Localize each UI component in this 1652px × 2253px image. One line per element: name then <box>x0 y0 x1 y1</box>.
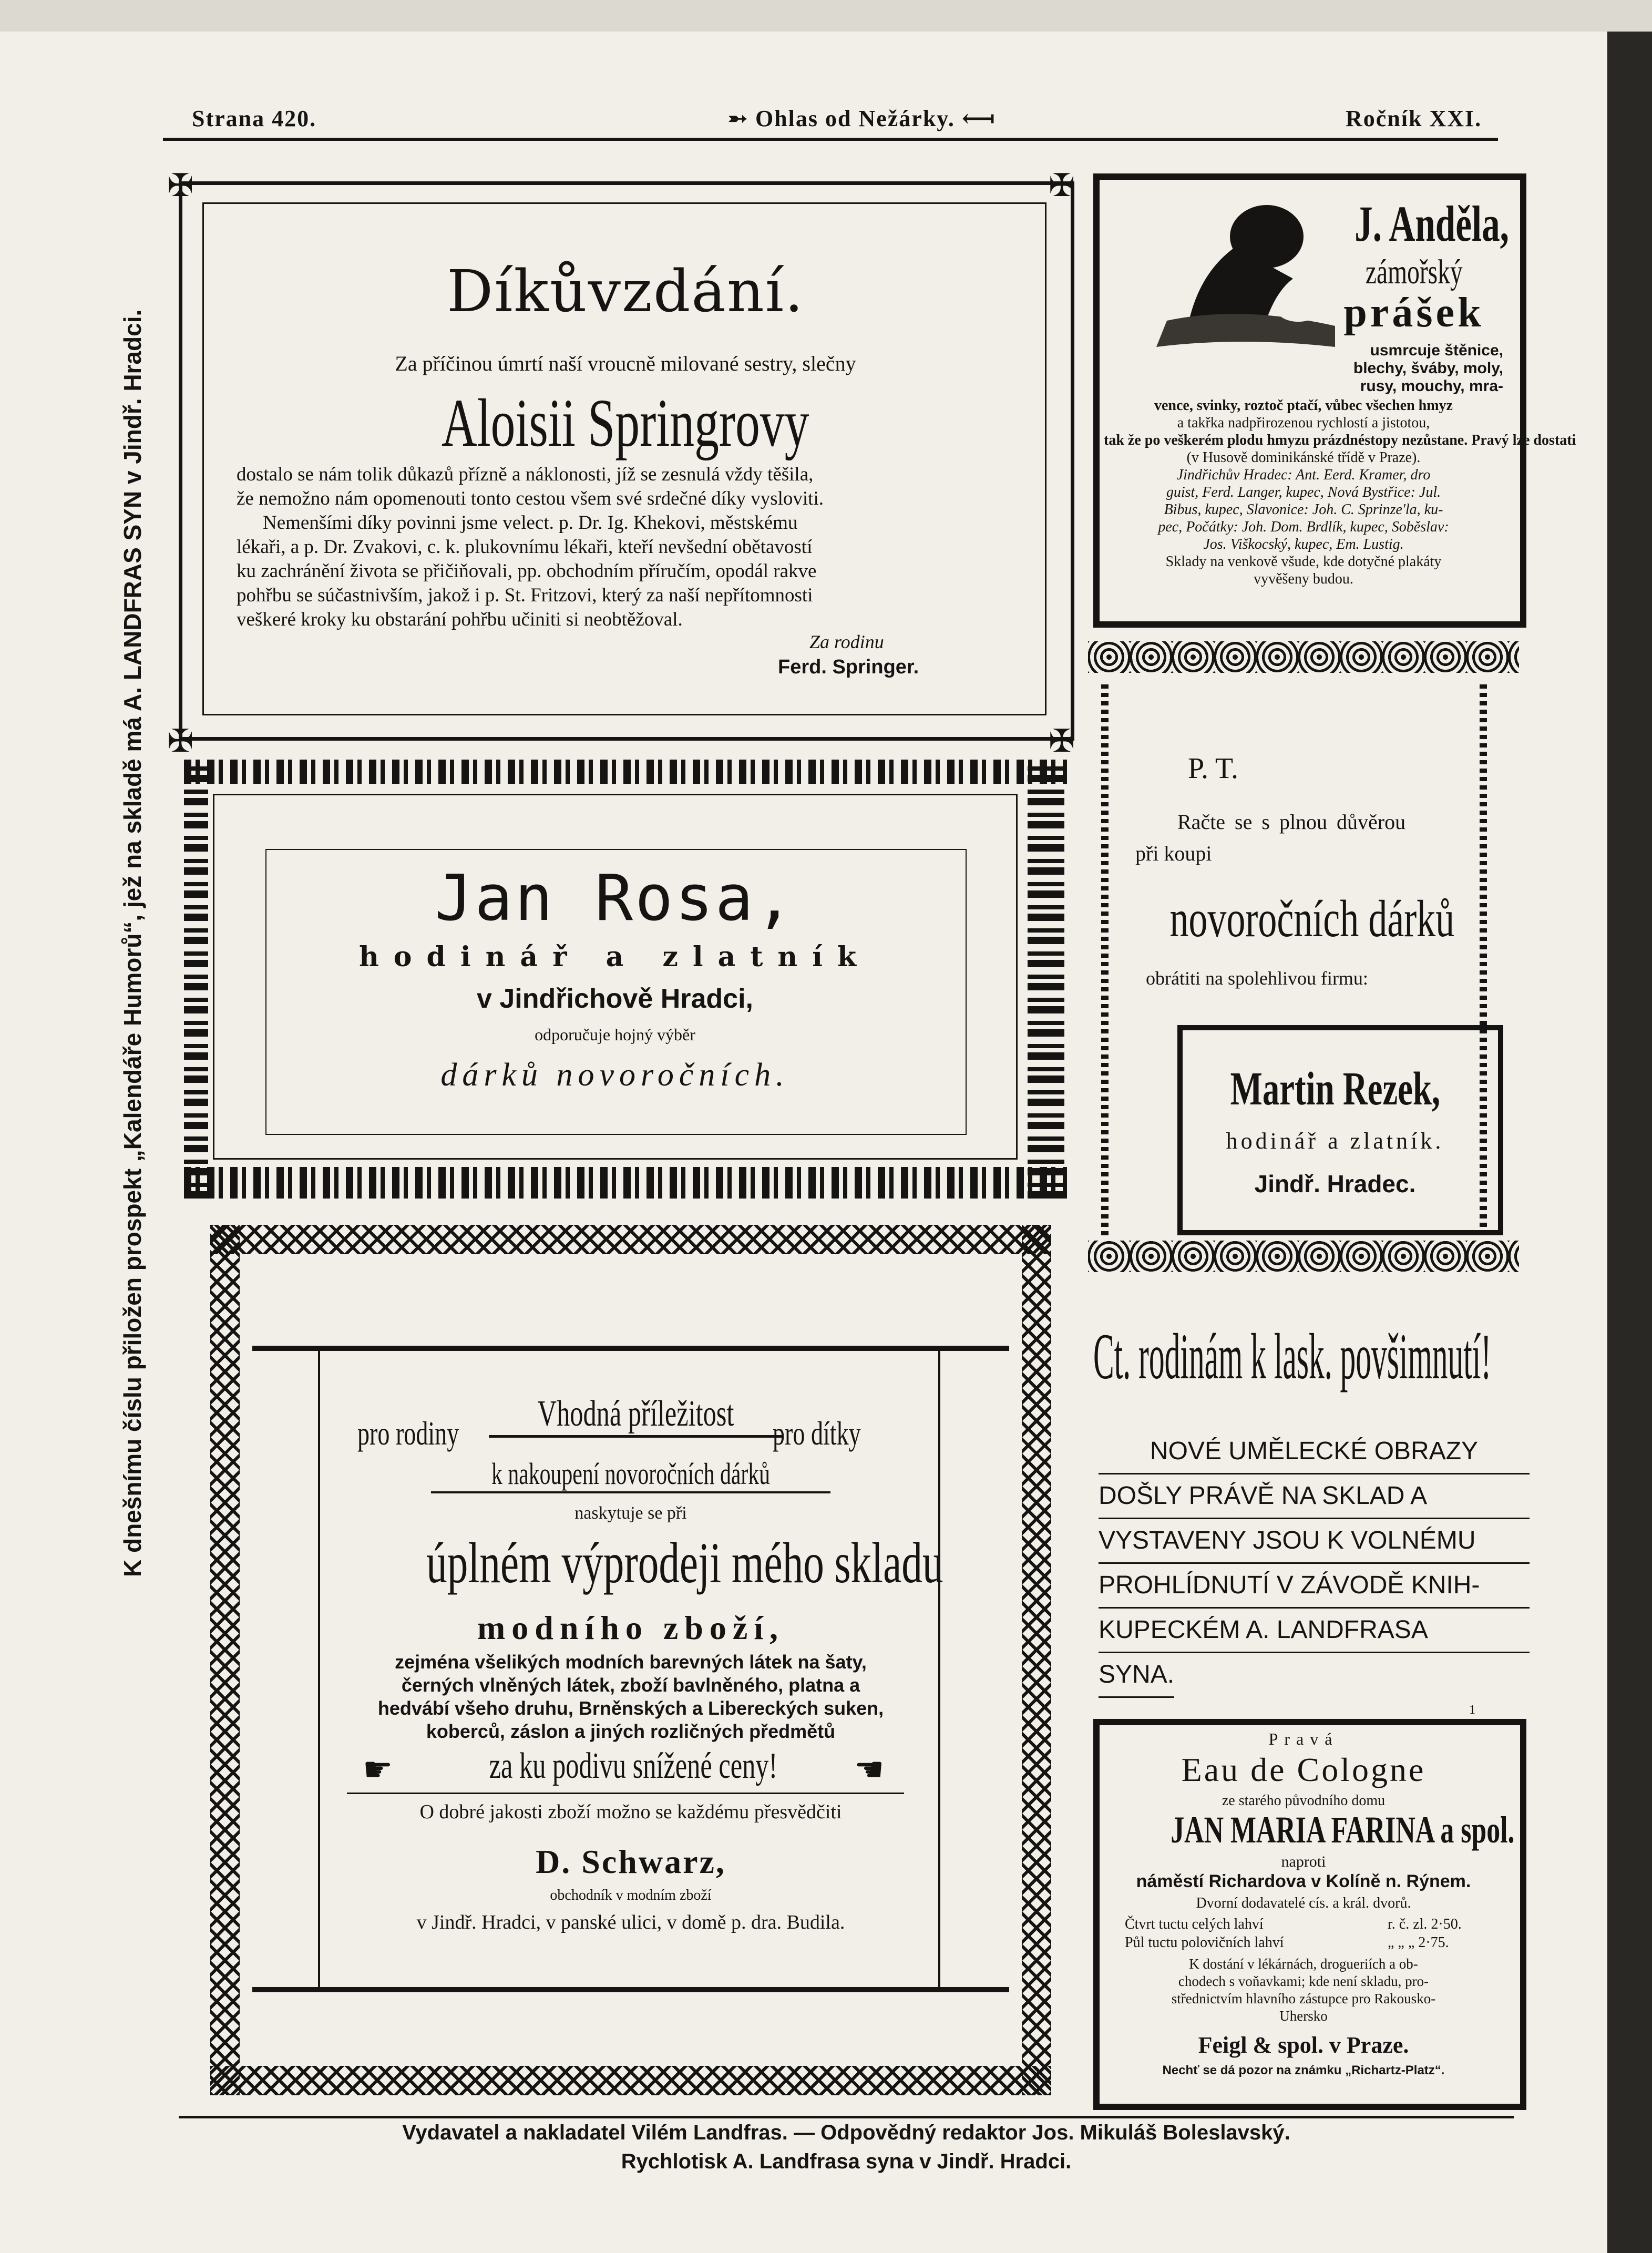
schwarz-prices: za ku podivu snížené ceny! <box>489 1746 778 1786</box>
andela-sub2: prášek <box>1343 290 1484 336</box>
cologne-title: Eau de Cologne <box>1181 1751 1426 1788</box>
schwarz-rod-left <box>318 1351 320 1987</box>
cologne-avail-line: Uhersko <box>1279 2008 1328 2024</box>
thanks-line: pohřbu se súčastnivším, jakož i p. St. Fritzovi, který za naší nepřítomnosti <box>237 585 813 606</box>
footer-printer: Rychlotisk A. Landfrasa syna v Jindř. Hradci. <box>621 2150 1072 2173</box>
andela-line: Bibus, kupec, Slavonice: Joh. C. Sprinze'la, ku- <box>1164 501 1443 518</box>
thanks-title: Díkůvzdání. <box>447 258 804 325</box>
schwarz-border-bottom <box>210 2066 1051 2095</box>
andela-sub1: zámořský <box>1365 253 1463 291</box>
cologne-num: 1 <box>1469 1703 1475 1717</box>
rezek-gifts: novoročních dárků <box>1169 889 1455 948</box>
andela-side-line: rusy, mouchy, mra- <box>1360 377 1503 395</box>
cologne-prava: Pravá <box>1268 1729 1339 1748</box>
schwarz-headline: Vhodná příležitost <box>489 1393 783 1438</box>
thanks-line: Nemenšími díky povinni jsme velect. p. Dr. Ig. Khekovi, městskému <box>263 512 798 534</box>
header-rule <box>163 138 1498 141</box>
pointing-hand-icon: ☛ <box>854 1751 885 1788</box>
rezek-border-bottom <box>1088 1241 1519 1272</box>
corner-ornament-icon: ✠ <box>1049 168 1075 203</box>
footer-rule <box>179 2116 1514 2118</box>
rezek-l2: při koupi <box>1135 842 1212 865</box>
rosa-border-left <box>184 760 208 1199</box>
landfras-line: VYSTAVENY JSOU K VOLNÉMU <box>1099 1519 1530 1564</box>
andela-line: vence, svinky, roztoč ptačí, vůbec všechen hmyz <box>1154 397 1453 414</box>
schwarz-offers: naskytuje se při <box>574 1503 687 1523</box>
rosa-place: v Jindřichově Hradci, <box>477 984 753 1014</box>
landfras-body <box>1099 1430 1530 1698</box>
corner-ornament-icon: ✠ <box>167 168 194 203</box>
cologne-square: náměstí Richardova v Kolíně n. Rýnem. <box>1136 1871 1471 1891</box>
scan-edge <box>1607 0 1652 2253</box>
schwarz-list <box>326 1651 936 1743</box>
thanks-line: že nemožno nám opomenouti tonto cestou všem své srdečné díky vysloviti. <box>237 488 824 509</box>
schwarz-line: hedvábí všeho druhu, Brněnských a Libereckých suken, <box>377 1697 884 1719</box>
rezek-border-left <box>1101 683 1109 1235</box>
cologne-from: ze starého původního domu <box>1222 1793 1386 1809</box>
rosa-offer: odporučuje hojný výběr <box>535 1025 695 1044</box>
corner-ornament-icon: ✠ <box>1049 724 1075 759</box>
landfras-line: NOVÉ UMĚLECKÉ OBRAZY <box>1099 1430 1530 1474</box>
rezek-pt: P. T. <box>1188 752 1238 785</box>
volume-number: Ročník XXI. <box>1346 106 1482 131</box>
andela-line: Sklady na venkově všude, kde dotyčné plakáty <box>1165 554 1442 570</box>
andela-line: Jos. Viškocský, kupec, Em. Lustig. <box>1203 536 1404 552</box>
rezek-place: Jindř. Hradec. <box>1254 1170 1416 1197</box>
schwarz-border-top <box>210 1225 1051 1254</box>
cologne-price2-label: Půl tuctu polovičních lahví <box>1125 1934 1284 1951</box>
schwarz-rod-top <box>252 1346 1009 1351</box>
rezek-trade: hodinář a zlatník. <box>1226 1128 1444 1154</box>
cologne-price1: r. č. zl. 2·50. <box>1388 1916 1462 1932</box>
schwarz-quality: O dobré jakosti zboží možno se každému přesvědčiti <box>419 1801 842 1823</box>
landfras-line: PROHLÍDNUTÍ V ZÁVODĚ KNIH- <box>1099 1564 1530 1609</box>
cologne-supplier: Dvorní dodavatelé cís. a král. dvorů. <box>1196 1895 1411 1911</box>
schwarz-rod-bottom <box>252 1987 1009 1992</box>
andela-line: tak že po veškerém plodu hmyzu prázdnéstopy nezůstane. Pravý lze dostati <box>1104 432 1576 448</box>
schwarz-line: koberců, záslon a jiných rozličných předmětů <box>426 1721 836 1742</box>
rezek-name: Martin Rezek, <box>1230 1063 1440 1115</box>
corner-ornament-icon: ✠ <box>167 724 194 759</box>
andela-line: a takřka nadpřirozenou rychlostí a jistotou, <box>1177 415 1430 431</box>
thanks-body <box>237 463 1020 632</box>
andela-line: (v Husově dominikánské třídě v Praze). <box>1186 449 1421 466</box>
page-number: Strana 420. <box>192 106 317 131</box>
cologne-price1-label: Čtvrt tuctu celých lahví <box>1125 1916 1264 1932</box>
andela-side-line: usmrcuje štěnice, <box>1370 342 1503 359</box>
thanks-line: lékaři, a p. Dr. Zvakovi, c. k. plukovnímu lékaři, kteří nevšední obětavostí <box>237 536 813 558</box>
schwarz-rule <box>347 1793 904 1794</box>
pointing-hand-icon: ☛ <box>363 1751 393 1788</box>
thanks-signature: Ferd. Springer. <box>778 656 919 678</box>
thanks-name: Aloisii Springrovy <box>442 385 809 461</box>
cologne-agent: Feigl & spol. v Praze. <box>1198 2032 1409 2058</box>
schwarz-line: černých vlněných látek, zboží bavlněného, platna a <box>401 1674 860 1696</box>
cologne-avail-line: chodech s voňavkami; kde není skladu, pro- <box>1178 1973 1429 1989</box>
side-note: K dnešnímu číslu přiložen prospekt „Kalendáře Humorů“, jež na skladě má A. LANDFRAS SYN v Jindř. Hradci. <box>119 309 146 1577</box>
andela-name: J. Anděla, <box>1355 196 1509 252</box>
footer-publisher: Vydavatel a nakladatel Vilém Landfras. — Odpovědný redaktor Jos. Mikuláš Boleslavský. <box>402 2121 1290 2144</box>
cologne-naproti: naproti <box>1281 1853 1326 1870</box>
landfras-line: DOŠLY PRÁVĚ NA SKLAD A <box>1099 1474 1530 1519</box>
rosa-trade: hodinář a zlatník <box>359 941 871 973</box>
schwarz-line: zejména všelikých modních barevných látek na šaty, <box>395 1651 867 1673</box>
rosa-name: Jan Rosa, <box>434 862 796 935</box>
schwarz-border-left <box>210 1225 240 2095</box>
landfras-headline: Ct. rodinám k lask. povšimnutí! <box>1093 1320 1492 1392</box>
andela-side-line: blechy, šváby, moly, <box>1353 360 1503 377</box>
schwarz-goods: modního zboží, <box>477 1609 785 1646</box>
schwarz-left: pro rodiny <box>357 1415 459 1452</box>
cologne-maker: JAN MARIA FARINA a spol. <box>1171 1809 1515 1851</box>
andela-line: pec, Počátky: Joh. Dom. Brdlík, kupec, Soběslav: <box>1158 519 1449 535</box>
thanks-intro: Za příčinou úmrtí naší vroucně milované sestry, slečny <box>395 352 856 375</box>
schwarz-address: v Jindř. Hradci, v panské ulici, v domě p. dra. Budila. <box>416 1911 845 1933</box>
newspaper-title: ➵ Ohlas od Nežárky. ⟻ <box>728 106 996 131</box>
rezek-l3: obrátiti na spolehlivou firmu: <box>1146 968 1368 989</box>
andela-illustration <box>1135 189 1346 368</box>
schwarz-rod-right <box>938 1351 940 1987</box>
schwarz-sub: k nakoupení novoročních dárků <box>431 1456 830 1493</box>
cologne-price2: „ „ „ 2·75. <box>1388 1934 1449 1951</box>
title-right-arrow-icon: ⟻ <box>955 106 996 131</box>
rezek-border-top <box>1088 641 1519 673</box>
andela-line: Jindřichův Hradec: Ant. Eerd. Kramer, dro <box>1176 467 1431 483</box>
cologne-avail <box>1104 1955 1503 2025</box>
andela-line: vyvěšeny budou. <box>1254 571 1353 587</box>
landfras-line: SYNA. <box>1099 1653 1174 1698</box>
schwarz-border-right <box>1022 1225 1051 2095</box>
thanks-line: dostalo se nám tolik důkazů přízně a náklonosti, jíž se zesnulá vždy těšila, <box>237 464 814 485</box>
rosa-border-right <box>1028 760 1064 1199</box>
cologne-avail-line: K dostání v lékárnách, drogueriích a ob- <box>1189 1956 1418 1972</box>
rosa-border-bottom <box>184 1167 1067 1199</box>
schwarz-name: D. Schwarz, <box>536 1843 726 1880</box>
schwarz-trade: obchodník v modním zboží <box>550 1887 712 1903</box>
schwarz-right: pro dítky <box>773 1415 861 1452</box>
rosa-gifts: dárků novoročních. <box>440 1057 789 1093</box>
andela-line: guist, Ferd. Langer, kupec, Nová Bystřice: Jul. <box>1166 484 1441 500</box>
rosa-border-top <box>184 760 1067 784</box>
cologne-warning: Nechť se dá pozor na známku „Richartz-Platz“. <box>1162 2063 1445 2077</box>
rezek-l1: Račte se s plnou důvěrou <box>1177 810 1406 834</box>
cologne-avail-line: střednictvím hlavního zástupce pro Rakousko- <box>1171 1991 1436 2006</box>
thanks-line: ku zachránění života se přičiňovali, pp. obchodním příručím, opodál rakve <box>237 560 817 582</box>
andela-body <box>1104 397 1576 588</box>
thanks-closing: Za rodinu <box>809 631 884 652</box>
title-left-arrow-icon: ➵ <box>728 106 755 131</box>
andela-side <box>1346 342 1503 395</box>
schwarz-sale: úplném výprodeji mého skladu <box>426 1531 943 1595</box>
scan-top-margin <box>0 0 1652 32</box>
thanks-line: veškeré kroky ku obstarání pohřbu učiniti si neobtěžoval. <box>237 609 683 630</box>
landfras-line: KUPECKÉM A. LANDFRASA <box>1099 1609 1530 1653</box>
